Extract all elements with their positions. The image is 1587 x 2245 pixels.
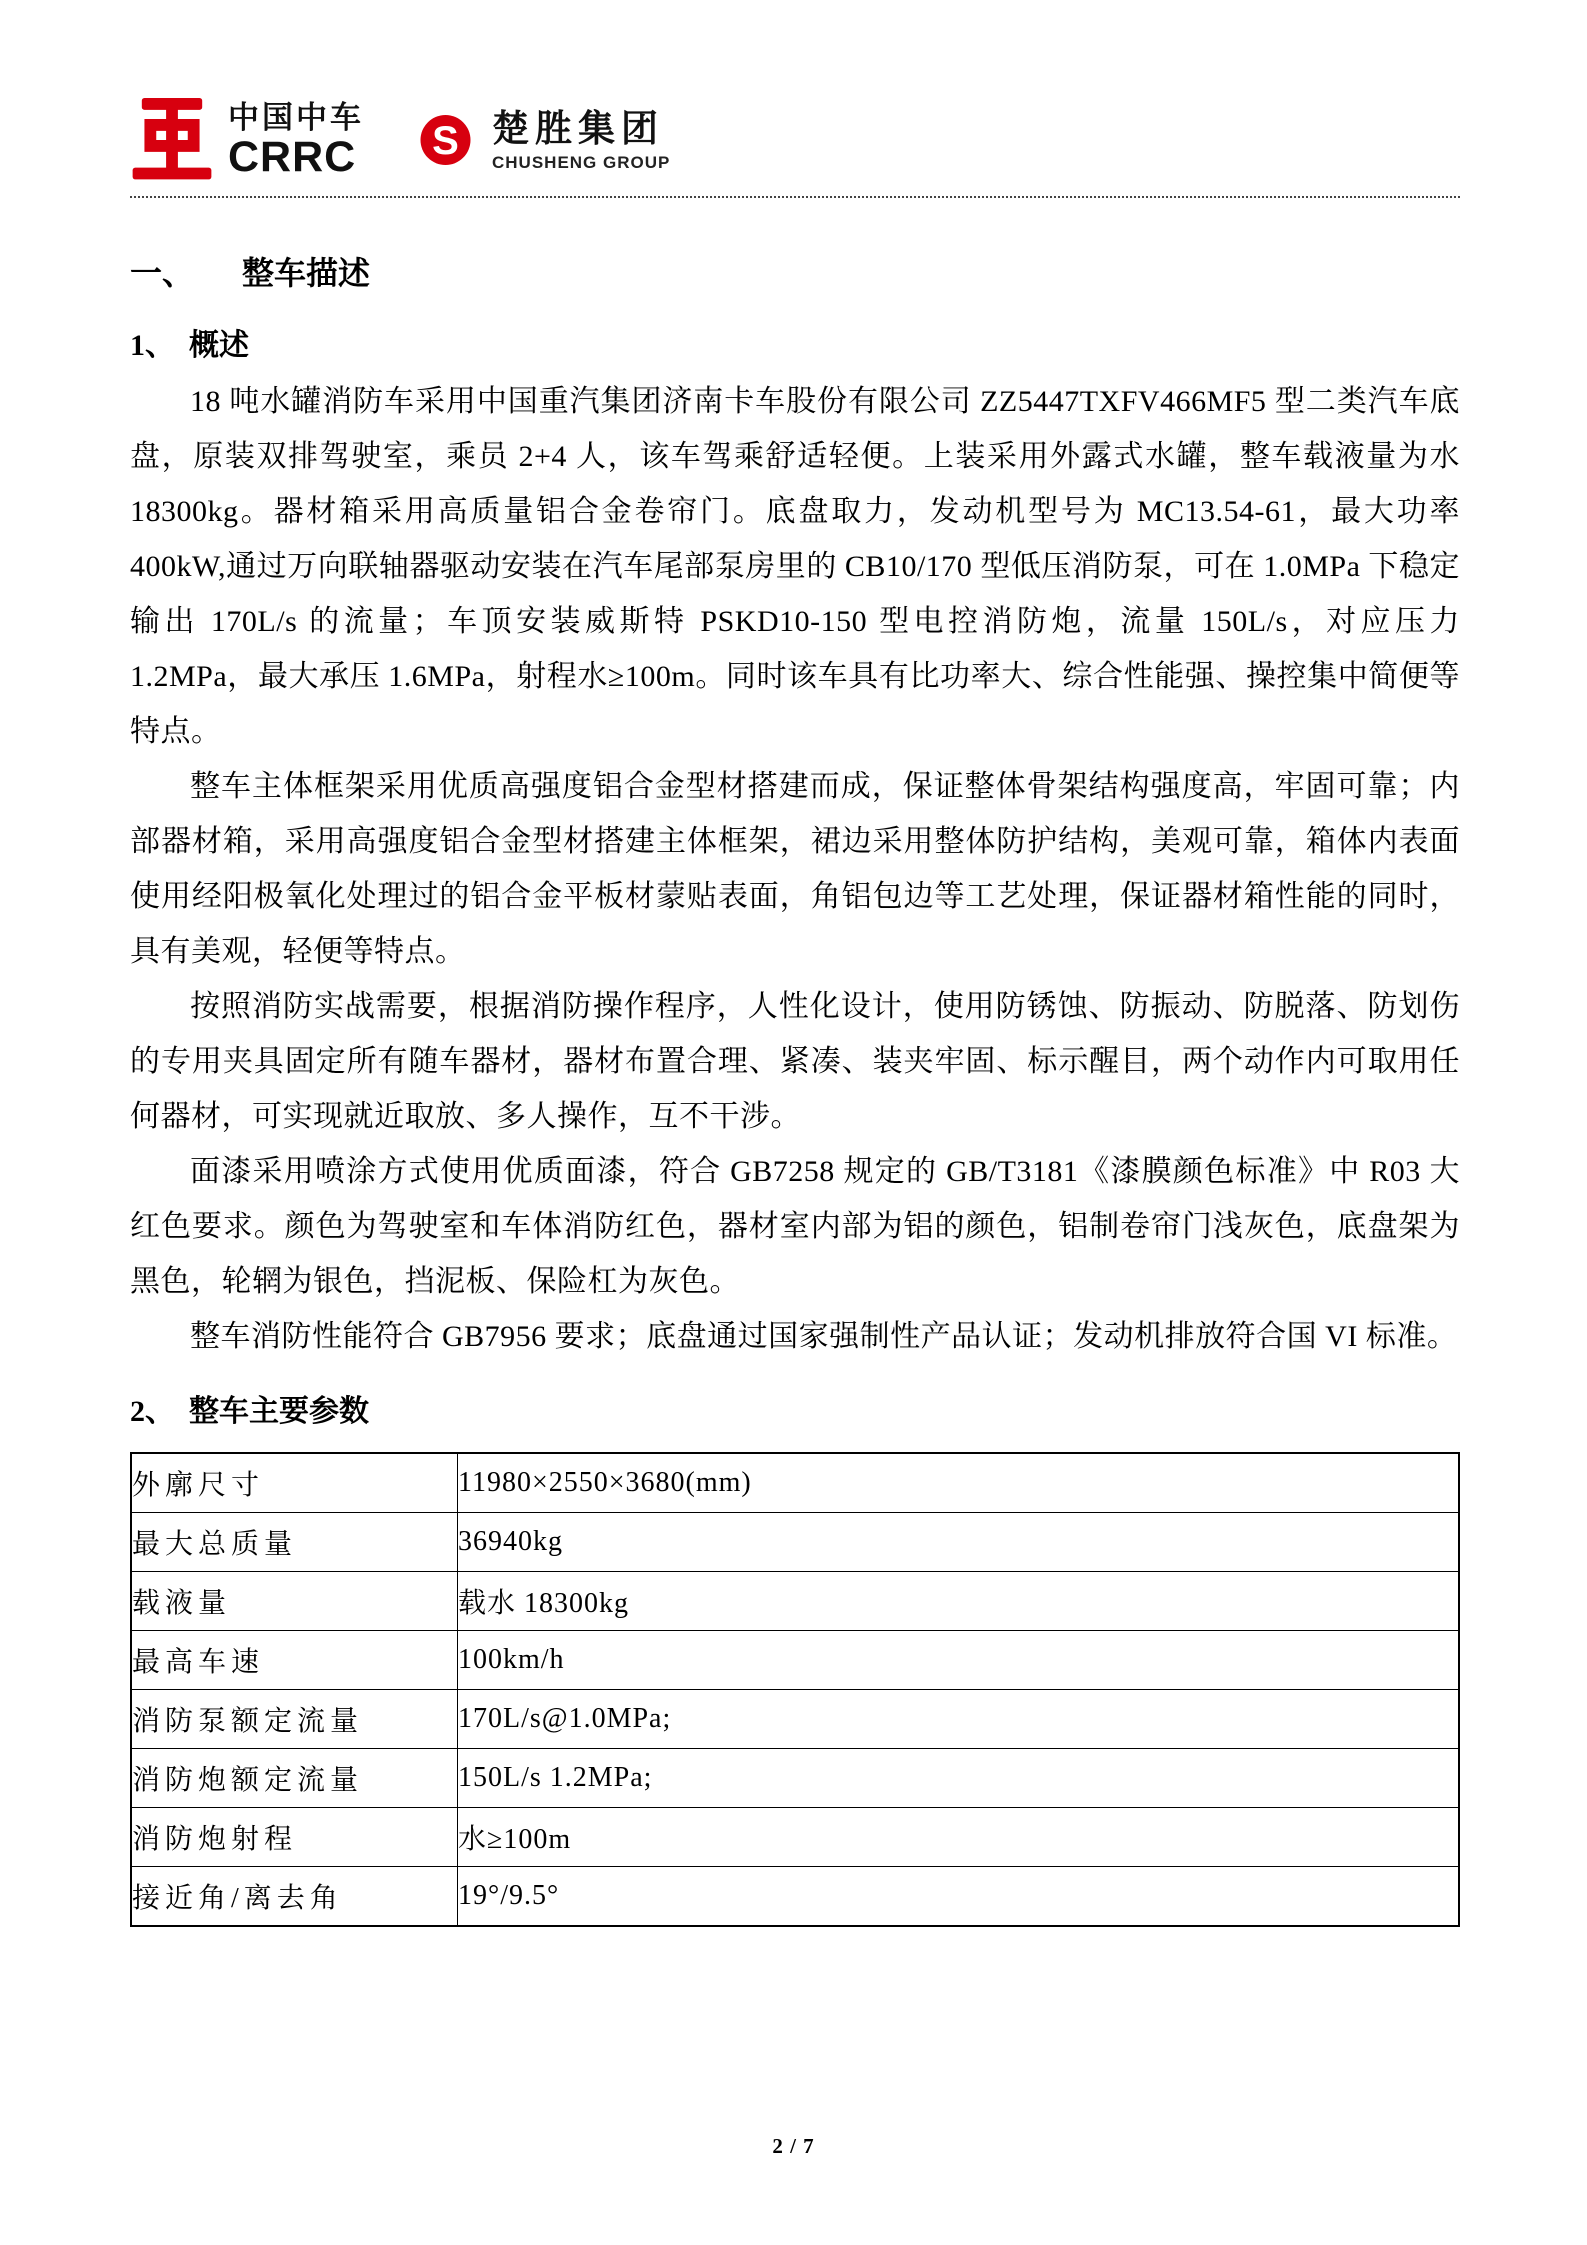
paragraph: 18 吨水罐消防车采用中国重汽集团济南卡车股份有限公司 ZZ5447TXFV466MF5 型二类汽车底盘，原装双排驾驶室，乘员 2+4 人，该车驾乘舒适轻便。上装采用外露式水罐，整车载液量为水 18300kg。器材箱采用高质量铝合金卷帘门。底盘取力，发动机型号为 MC13.54-61，最大功率 400kW,通过万向联轴器驱动安装在汽车尾部泵房里的 CB10/170 型低压消防泵，可在 1.0MPa 下稳定输出 170L/s 的流量；车顶安装威斯特 PSKD10-150 型电控消防炮，流量 150L/s，对应压力 1.2MPa，最大承压 1.6MPa，射程水≥100m。同时该车具有比功率大、综合性能强、操控集中简便等特点。 — [130, 385, 1460, 748]
section-number: 一、 — [130, 255, 195, 291]
section-heading-vehicle-description — [130, 248, 1460, 294]
subsection-title: 概述 — [189, 329, 249, 362]
param-value: 载水 18300kg — [458, 1572, 1460, 1631]
table-row — [131, 1808, 1459, 1867]
param-value: 100km/h — [458, 1631, 1460, 1690]
crrc-emblem-icon — [130, 98, 214, 182]
param-value: 170L/s@1.0MPa; — [458, 1690, 1460, 1749]
param-label: 载液量 — [131, 1572, 458, 1631]
param-value: 19°/9.5° — [458, 1867, 1460, 1927]
chusheng-emblem-icon — [398, 100, 478, 180]
table-row — [131, 1690, 1459, 1749]
chusheng-logo-text — [492, 107, 671, 172]
table-row — [131, 1513, 1459, 1572]
subsection-number: 2、 — [130, 1395, 175, 1428]
paragraph: 按照消防实战需要，根据消防操作程序，人性化设计，使用防锈蚀、防振动、防脱落、防划伤的专用夹具固定所有随车器材，器材布置合理、紧凑、装夹牢固、标示醒目，两个动作内可取用任何器材，可实现就近取放、多人操作，互不干涉。 — [130, 990, 1460, 1133]
table-row — [131, 1453, 1459, 1513]
header-divider — [130, 196, 1460, 198]
param-label: 接近角/离去角 — [131, 1867, 458, 1927]
overview-body — [130, 374, 1460, 1364]
subsection-title: 整车主要参数 — [189, 1395, 369, 1428]
param-label: 消防炮射程 — [131, 1808, 458, 1867]
crrc-logo-chinese: 中国中车 — [228, 99, 364, 135]
paragraph: 整车主体框架采用优质高强度铝合金型材搭建而成，保证整体骨架结构强度高，牢固可靠；内部器材箱，采用高强度铝合金型材搭建主体框架，裙边采用整体防护结构，美观可靠，箱体内表面使用经阳极氧化处理过的铝合金平板材蒙贴表面，角铝包边等工艺处理，保证器材箱性能的同时，具有美观，轻便等特点。 — [130, 770, 1460, 968]
subsection-heading-overview — [130, 320, 1460, 364]
table-row — [131, 1749, 1459, 1808]
parameters-table — [130, 1452, 1460, 1927]
param-label: 消防泵额定流量 — [131, 1690, 458, 1749]
crrc-logo — [130, 98, 364, 182]
param-value: 150L/s 1.2MPa; — [458, 1749, 1460, 1808]
param-value: 11980×2550×3680(mm) — [458, 1453, 1460, 1513]
page-header — [130, 0, 1460, 182]
param-value: 36940kg — [458, 1513, 1460, 1572]
table-row — [131, 1631, 1459, 1690]
chusheng-logo — [398, 100, 670, 180]
paragraph: 整车消防性能符合 GB7956 要求；底盘通过国家强制性产品认证；发动机排放符合国 VI 标准。 — [190, 1320, 1458, 1353]
chusheng-logo-latin: CHUSHENG GROUP — [492, 152, 671, 172]
section-title: 整车描述 — [242, 255, 371, 291]
crrc-logo-latin: CRRC — [228, 132, 357, 181]
chusheng-monogram: S — [432, 118, 459, 163]
param-label: 消防炮额定流量 — [131, 1749, 458, 1808]
crrc-logo-text — [228, 99, 364, 181]
subsection-heading-main-parameters — [130, 1386, 1460, 1430]
subsection-number: 1、 — [130, 329, 175, 362]
table-row — [131, 1572, 1459, 1631]
paragraph: 面漆采用喷涂方式使用优质面漆，符合 GB7258 规定的 GB/T3181《漆膜颜色标准》中 R03 大红色要求。颜色为驾驶室和车体消防红色，器材室内部为铝的颜色，铝制卷帘门浅灰色，底盘架为黑色，轮辋为银色，挡泥板、保险杠为灰色。 — [130, 1155, 1460, 1298]
param-label: 最大总质量 — [131, 1513, 458, 1572]
param-label: 外廓尺寸 — [131, 1453, 458, 1513]
page-number: 2 / 7 — [772, 2134, 815, 2158]
param-value: 水≥100m — [458, 1808, 1460, 1867]
param-label: 最高车速 — [131, 1631, 458, 1690]
chusheng-logo-chinese: 楚胜集团 — [492, 107, 664, 149]
table-row — [131, 1867, 1459, 1927]
